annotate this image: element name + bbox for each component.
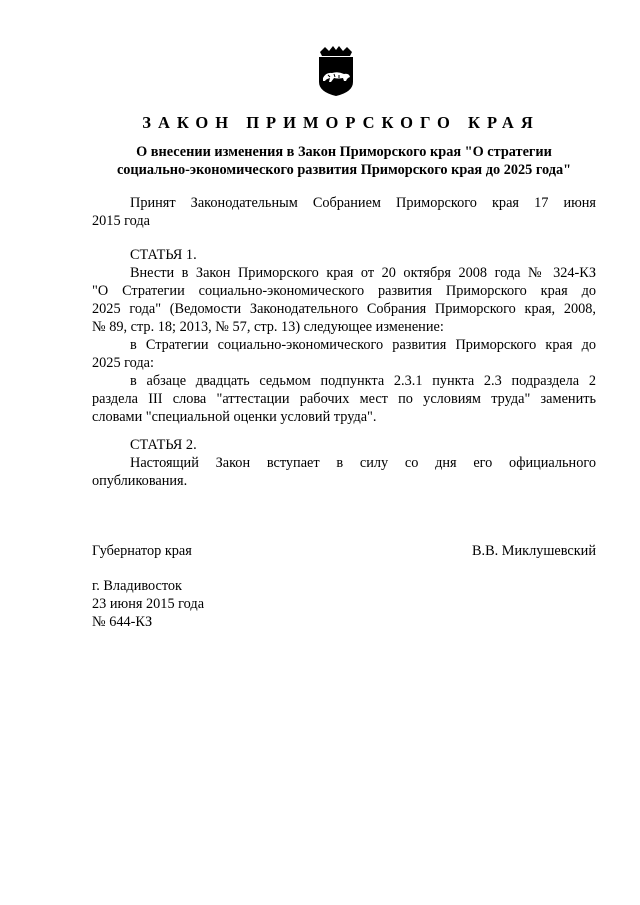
footer-date: 23 июня 2015 года <box>92 596 205 612</box>
article-text-line: 2025 года: <box>92 355 155 371</box>
law-title: ЗАКОН ПРИМОРСКОГО КРАЯ <box>142 113 540 132</box>
article-heading: СТАТЬЯ 2. <box>130 437 197 453</box>
footer-city: г. Владивосток <box>92 578 182 594</box>
signatory-name: В.В. Миклушевский <box>471 543 596 559</box>
article-text-line: 2025 года" (Ведомости Законодательного Собрания Приморского края, 2008, <box>92 301 596 317</box>
article-text-line: словами "специальной оценки условий труда". <box>92 409 377 425</box>
article-text-line: "О Стратегии социально-экономического развития Приморского края до <box>92 283 596 299</box>
adoption-note <box>92 194 596 230</box>
article-text-line: Внести в Закон Приморского края от 20 октября 2008 года № 324-КЗ <box>130 265 596 281</box>
signatory-position: Губернатор края <box>92 543 192 559</box>
article-text-line: № 89, стр. 18; 2013, № 57, стр. 13) следующее изменение: <box>92 319 444 335</box>
subtitle-line: социально-экономического развития Приморского края до 2025 года" <box>116 162 572 178</box>
document-footer <box>92 577 204 631</box>
signature-row <box>92 542 596 560</box>
article-text-line: опубликования. <box>92 473 188 489</box>
article-text-line: Настоящий Закон вступает в силу со дня его официального <box>130 455 596 471</box>
subtitle-line: О внесении изменения в Закон Приморского края "О стратегии <box>136 144 552 160</box>
adoption-line: Принят Законодательным Собранием Приморского края 17 июня <box>130 195 596 211</box>
footer-number: № 644-КЗ <box>92 614 153 630</box>
article-2 <box>92 436 596 490</box>
article-text-line: в Стратегии социально-экономического развития Приморского края до <box>130 337 596 353</box>
primorsky-krai-coat-of-arms-icon <box>316 44 356 97</box>
article-text-line: в абзаце двадцать седьмом подпункта 2.3.1 пункта 2.3 подраздела 2 <box>130 373 596 389</box>
adoption-line: 2015 года <box>92 213 151 229</box>
article-text-line: раздела III слова "аттестации рабочих мест по условиям труда" заменить <box>92 391 596 407</box>
article-1 <box>92 246 596 426</box>
law-subtitle <box>92 143 596 179</box>
article-heading: СТАТЬЯ 1. <box>130 247 197 263</box>
